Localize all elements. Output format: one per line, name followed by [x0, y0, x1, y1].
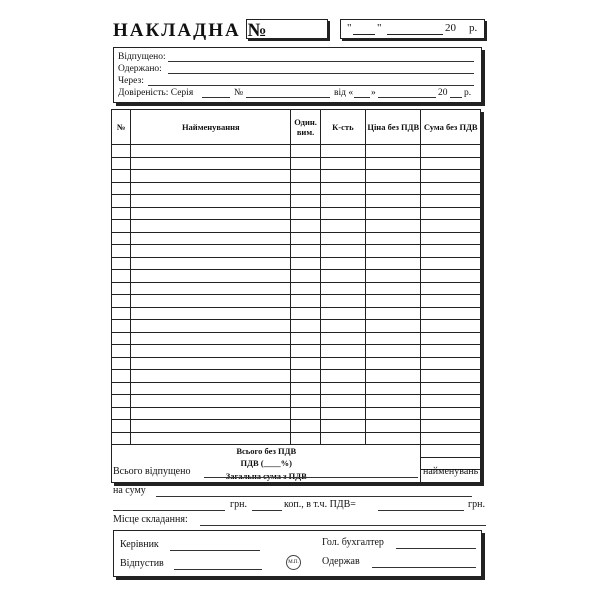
grand-total-label: Загальна сума з ПДВ	[112, 470, 421, 483]
table-cell[interactable]	[112, 282, 131, 295]
table-row	[112, 345, 481, 358]
table-cell[interactable]	[131, 170, 291, 183]
col-qty-header: К-сть	[320, 110, 365, 145]
table-cell[interactable]	[366, 407, 421, 420]
table-cell[interactable]	[366, 320, 421, 333]
table-cell[interactable]	[112, 332, 131, 345]
col-name-header: Найменування	[131, 110, 291, 145]
col-unit-header: Один. вим.	[291, 110, 320, 145]
through-row	[118, 76, 144, 87]
uah-label: грн.	[230, 499, 247, 510]
table-cell[interactable]	[131, 182, 291, 195]
table-cell[interactable]	[291, 345, 320, 358]
table-cell[interactable]	[366, 245, 421, 258]
table-row	[112, 307, 481, 320]
table-cell[interactable]	[320, 257, 365, 270]
table-cell[interactable]	[112, 145, 131, 158]
table-cell[interactable]	[320, 295, 365, 308]
table-cell[interactable]	[112, 270, 131, 283]
poa-month-field[interactable]	[378, 97, 436, 98]
place-field[interactable]	[200, 525, 486, 526]
chief-accountant-label: Гол. бухгалтер	[322, 537, 384, 548]
table-cell[interactable]	[131, 195, 291, 208]
col-sum-header: Сума без ПДВ	[421, 110, 481, 145]
date-close-quote: "	[377, 22, 382, 34]
total-released-label: Всього відпущено	[113, 466, 191, 477]
table-row	[112, 257, 481, 270]
table-cell[interactable]	[366, 257, 421, 270]
table-cell[interactable]	[320, 357, 365, 370]
table-cell[interactable]	[291, 295, 320, 308]
table-cell[interactable]	[366, 170, 421, 183]
table-cell[interactable]	[112, 207, 131, 220]
vat-amount-field[interactable]	[378, 510, 464, 511]
table-cell[interactable]	[421, 307, 481, 320]
table-cell[interactable]	[320, 157, 365, 170]
table-cell[interactable]	[112, 345, 131, 358]
date-day-line	[353, 34, 375, 35]
table-cell[interactable]	[366, 357, 421, 370]
sum-words-field[interactable]	[156, 496, 472, 497]
poa-series-field[interactable]	[202, 97, 230, 98]
table-cell[interactable]	[291, 320, 320, 333]
items-label: найменувань	[423, 466, 479, 477]
table-cell[interactable]	[131, 407, 291, 420]
table-cell[interactable]	[421, 295, 481, 308]
table-cell[interactable]	[366, 420, 421, 433]
poa-year-suffix: р.	[464, 88, 472, 98]
table-cell[interactable]	[112, 420, 131, 433]
table-cell[interactable]	[366, 207, 421, 220]
table-cell[interactable]	[421, 345, 481, 358]
table-cell[interactable]	[112, 307, 131, 320]
table-cell[interactable]	[366, 370, 421, 383]
table-cell[interactable]	[421, 170, 481, 183]
through-field[interactable]	[148, 85, 474, 86]
kop-vat-label: коп., в т.ч. ПДВ=	[284, 499, 356, 510]
table-cell[interactable]	[421, 195, 481, 208]
poa-from-close: »	[371, 88, 376, 98]
table-cell[interactable]	[421, 395, 481, 408]
sum-kop-field[interactable]	[252, 510, 282, 511]
table-row	[112, 207, 481, 220]
table-cell[interactable]	[421, 282, 481, 295]
table-cell[interactable]	[366, 332, 421, 345]
total-without-vat-label: Всього без ПДВ	[112, 445, 421, 458]
goods-body	[112, 145, 481, 445]
table-cell[interactable]	[366, 345, 421, 358]
table-cell[interactable]	[421, 245, 481, 258]
date-month-line	[387, 34, 443, 35]
table-cell[interactable]	[112, 220, 131, 233]
received-row	[118, 64, 162, 75]
table-row	[112, 170, 481, 183]
table-row	[112, 157, 481, 170]
through-label: Через:	[118, 76, 144, 86]
table-cell[interactable]	[291, 407, 320, 420]
table-cell[interactable]	[320, 345, 365, 358]
table-row	[112, 282, 481, 295]
table-cell[interactable]	[320, 182, 365, 195]
table-cell[interactable]	[112, 382, 131, 395]
table-cell[interactable]	[421, 207, 481, 220]
table-cell[interactable]	[421, 332, 481, 345]
col-number-header: №	[112, 110, 131, 145]
table-header-row	[112, 110, 481, 145]
received-by-signature-field[interactable]	[372, 567, 476, 568]
table-row	[112, 220, 481, 233]
table-row	[112, 332, 481, 345]
table-cell[interactable]	[291, 282, 320, 295]
table-cell[interactable]	[131, 382, 291, 395]
table-cell[interactable]	[320, 420, 365, 433]
table-cell[interactable]	[320, 370, 365, 383]
table-cell[interactable]	[320, 207, 365, 220]
total-without-vat-cell[interactable]	[421, 445, 481, 458]
total-released-field[interactable]	[204, 477, 418, 478]
table-cell[interactable]	[112, 182, 131, 195]
table-cell[interactable]	[131, 145, 291, 158]
table-cell[interactable]	[366, 395, 421, 408]
table-cell[interactable]	[366, 382, 421, 395]
table-cell[interactable]	[291, 382, 320, 395]
table-row	[112, 182, 481, 195]
table-cell[interactable]	[112, 295, 131, 308]
table-cell[interactable]	[421, 232, 481, 245]
table-cell[interactable]	[131, 420, 291, 433]
chief-accountant-signature-field[interactable]	[396, 548, 476, 549]
released-by-label: Відпустив	[120, 558, 164, 569]
table-cell[interactable]	[112, 245, 131, 258]
table-cell[interactable]	[291, 157, 320, 170]
table-cell[interactable]	[112, 320, 131, 333]
table-cell[interactable]	[421, 382, 481, 395]
table-cell[interactable]	[320, 432, 365, 445]
table-cell[interactable]	[131, 157, 291, 170]
poa-number-sign: №	[234, 88, 244, 98]
table-cell[interactable]	[366, 282, 421, 295]
table-row	[112, 382, 481, 395]
table-cell[interactable]	[112, 357, 131, 370]
table-cell[interactable]	[291, 245, 320, 258]
poa-year-prefix: 20	[438, 88, 448, 98]
table-cell[interactable]	[421, 320, 481, 333]
table-cell[interactable]	[291, 207, 320, 220]
poa-row	[118, 88, 193, 99]
poa-year-field[interactable]	[450, 97, 462, 98]
table-row	[112, 245, 481, 258]
table-cell[interactable]	[421, 420, 481, 433]
table-cell[interactable]	[320, 332, 365, 345]
document-title: НАКЛАДНА №	[113, 20, 269, 41]
date-year-suffix: р.	[469, 22, 478, 34]
table-row	[112, 320, 481, 333]
head-signature-field[interactable]	[170, 550, 260, 551]
head-label: Керівник	[120, 539, 159, 550]
table-row	[112, 420, 481, 433]
table-cell[interactable]	[421, 357, 481, 370]
table-cell[interactable]	[366, 195, 421, 208]
total-without-vat-row	[112, 445, 481, 458]
table-row	[112, 145, 481, 158]
table-cell[interactable]	[421, 370, 481, 383]
received-label: Одержано:	[118, 64, 162, 74]
table-cell[interactable]	[421, 182, 481, 195]
table-cell[interactable]	[291, 270, 320, 283]
table-cell[interactable]	[131, 357, 291, 370]
table-cell[interactable]	[320, 232, 365, 245]
table-cell[interactable]	[366, 157, 421, 170]
stamp-icon	[286, 555, 301, 570]
table-row	[112, 295, 481, 308]
table-cell[interactable]	[291, 432, 320, 445]
table-row	[112, 407, 481, 420]
poa-day-field[interactable]	[354, 97, 370, 98]
table-cell[interactable]	[131, 295, 291, 308]
table-row	[112, 232, 481, 245]
table-cell[interactable]	[131, 432, 291, 445]
poa-from-label: від «	[334, 88, 354, 98]
table-cell[interactable]	[131, 332, 291, 345]
table-cell[interactable]	[320, 320, 365, 333]
table-cell[interactable]	[291, 232, 320, 245]
table-cell[interactable]	[291, 332, 320, 345]
table-cell[interactable]	[421, 407, 481, 420]
date-year-prefix: 20	[445, 22, 456, 34]
table-cell[interactable]	[291, 145, 320, 158]
signatures-box	[113, 530, 482, 577]
place-label: Місце складання:	[113, 514, 188, 525]
table-cell[interactable]	[320, 307, 365, 320]
table-cell[interactable]	[421, 270, 481, 283]
table-cell[interactable]	[131, 257, 291, 270]
invoice-number-field[interactable]	[246, 19, 328, 39]
table-cell[interactable]	[112, 232, 131, 245]
table-cell[interactable]	[421, 220, 481, 233]
table-cell[interactable]	[366, 145, 421, 158]
table-cell[interactable]	[421, 145, 481, 158]
released-by-signature-field[interactable]	[174, 569, 262, 570]
table-cell[interactable]	[131, 320, 291, 333]
table-cell[interactable]	[131, 282, 291, 295]
table-row	[112, 395, 481, 408]
goods-table	[111, 109, 481, 483]
table-cell[interactable]	[320, 382, 365, 395]
table-cell[interactable]	[320, 282, 365, 295]
table-row	[112, 432, 481, 445]
uah2-label: грн.	[468, 499, 485, 510]
table-row	[112, 370, 481, 383]
table-cell[interactable]	[112, 432, 131, 445]
vat-label: ПДВ (____%)	[112, 457, 421, 470]
poa-label: Довіреність: Серія	[118, 88, 194, 98]
received-by-label: Одержав	[322, 556, 360, 567]
col-price-header: Ціна без ПДВ	[366, 110, 421, 145]
table-cell[interactable]	[131, 307, 291, 320]
table-cell[interactable]	[291, 357, 320, 370]
table-cell[interactable]	[291, 420, 320, 433]
table-cell[interactable]	[112, 157, 131, 170]
table-cell[interactable]	[131, 220, 291, 233]
table-cell[interactable]	[421, 432, 481, 445]
table-cell[interactable]	[421, 157, 481, 170]
table-row	[112, 357, 481, 370]
table-row	[112, 195, 481, 208]
table-cell[interactable]	[320, 395, 365, 408]
table-cell[interactable]	[291, 395, 320, 408]
table-cell[interactable]	[320, 270, 365, 283]
table-cell[interactable]	[112, 407, 131, 420]
date-open-quote: "	[347, 22, 352, 34]
table-cell[interactable]	[366, 220, 421, 233]
table-cell[interactable]	[320, 245, 365, 258]
table-row	[112, 270, 481, 283]
released-label: Відпущено:	[118, 52, 166, 62]
table-cell[interactable]	[131, 207, 291, 220]
table-cell[interactable]	[291, 370, 320, 383]
table-cell[interactable]	[320, 220, 365, 233]
table-cell[interactable]	[366, 295, 421, 308]
table-cell[interactable]	[131, 345, 291, 358]
table-cell[interactable]	[131, 270, 291, 283]
table-cell[interactable]	[366, 432, 421, 445]
table-cell[interactable]	[112, 170, 131, 183]
table-cell[interactable]	[421, 257, 481, 270]
poa-number-field[interactable]	[246, 97, 330, 98]
table-cell[interactable]	[112, 370, 131, 383]
sum-label: на суму	[113, 485, 146, 496]
table-cell[interactable]	[320, 170, 365, 183]
table-cell[interactable]	[291, 257, 320, 270]
table-cell[interactable]	[320, 145, 365, 158]
sum-uah-field[interactable]	[113, 510, 225, 511]
table-cell[interactable]	[291, 195, 320, 208]
released-row	[118, 52, 166, 63]
table-cell[interactable]	[320, 407, 365, 420]
table-cell[interactable]	[131, 245, 291, 258]
table-cell[interactable]	[291, 220, 320, 233]
table-cell[interactable]	[366, 182, 421, 195]
table-cell[interactable]	[291, 182, 320, 195]
invoice-date-field[interactable]	[340, 19, 485, 39]
table-cell[interactable]	[366, 270, 421, 283]
info-box	[113, 47, 482, 103]
stamp-label: М.П.	[288, 560, 299, 565]
table-cell[interactable]	[112, 257, 131, 270]
table-cell[interactable]	[291, 170, 320, 183]
table-cell[interactable]	[131, 395, 291, 408]
table-cell[interactable]	[291, 307, 320, 320]
table-cell[interactable]	[320, 195, 365, 208]
table-cell[interactable]	[131, 232, 291, 245]
table-cell[interactable]	[131, 370, 291, 383]
table-cell[interactable]	[112, 395, 131, 408]
released-field[interactable]	[168, 61, 474, 62]
table-cell[interactable]	[366, 307, 421, 320]
received-field[interactable]	[168, 73, 474, 74]
table-cell[interactable]	[366, 232, 421, 245]
table-cell[interactable]	[112, 195, 131, 208]
